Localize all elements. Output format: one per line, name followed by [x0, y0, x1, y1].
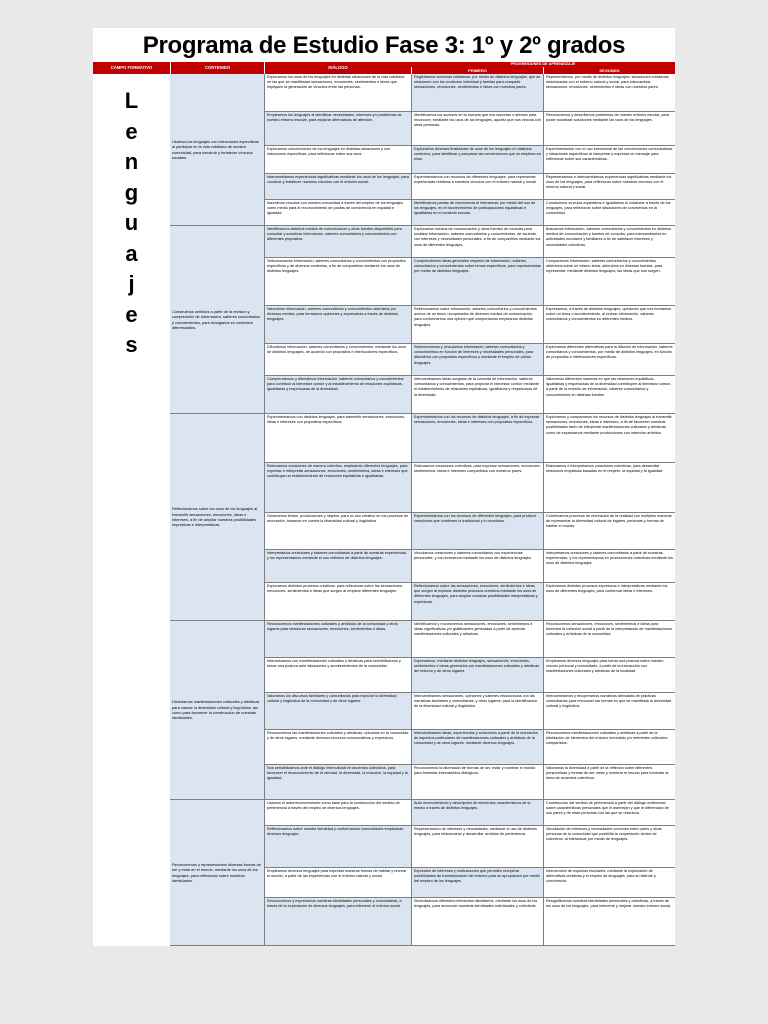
dialogo-text: Reconocemos y expresamos nuestras identidades personales y comunitarias, a través de la exploración de diversos lenguajes, para intervenir el entorno social. — [267, 899, 402, 909]
primero-cell — [411, 146, 543, 174]
segundo-cell — [543, 112, 675, 146]
primero-cell — [411, 868, 543, 898]
segundo-text: Valoramos diferentes maneras en que las relaciones equitativas, igualitarias y respetuosas de la diversidad contribuyen al bienestar común, a partir de la revisión de información, saberes comunitarios y conocimientos en distintas fuentes. — [546, 377, 672, 397]
primero-text: Elaboramos creaciones colectivas, para expresar sensaciones, emociones, sentimientos, ideas e intereses compartidos con nuestros pares. — [414, 464, 541, 474]
segundo-text: Construcción del sentido de pertenencia a partir del diálogo multimodal sobre características personales que le asemejan y que le diferencian de sus pares y de otras personas con las que se relaciona. — [546, 801, 669, 816]
primero-text: Identificamos y reconocemos sensaciones, emociones, sentimientos e ideas significativas y/o gratificantes generadas a partir de apreciar manifestaciones culturales y artísticas. — [414, 622, 533, 637]
primero-text: Intercambiamos sensaciones, opiniones y saberes relacionados con las narrativas familiares y comunitarias, y otros lugares, para la identificación de la diversidad cultural y lingüística. — [414, 694, 538, 709]
contenido-text: Disfrutamos manifestaciones culturales y artísticas para valorar la diversidad cultural y lingüística, así como para favorecer la construcción de nuestras identidades. — [172, 699, 260, 721]
segundo-cell — [543, 146, 675, 174]
contenido-text: Reconocemos y representamos diversas formas de ser y estar en el mundo, mediante los usos de los lenguajes, para reflexionar sobre nuestras identidades. — [172, 861, 261, 883]
segundo-cell — [543, 800, 675, 826]
segundo-cell — [543, 868, 675, 898]
primero-cell — [411, 658, 543, 693]
dialogo-text: Seleccionamos información, saberes comunitarios y conocimientos con propósitos específicos y de diversos contextos, a fin de compartirlos mediante los usos de distintos lenguajes. — [267, 259, 406, 274]
dialogo-text: Empleamos los lenguajes al identificar necesidades, intereses y/o problemas de nuestro entorno escolar, para explorar alternativas de atención. — [267, 113, 402, 123]
segundo-text: Resignificamos nuestras identidades personales y colectivas, a través de los usos de los lenguajes, para intervenir y mejorar nuestro entorno social. — [546, 899, 672, 909]
primero-cell — [411, 112, 543, 146]
dialogo-cell — [264, 376, 411, 414]
dialogo-text: Interpretamos creaciones y saberes comunitarios a partir de nuestras experiencias, y los representamos mediante el uso reflexivo de distintos lenguajes. — [267, 551, 408, 561]
primero-text: Simbolizamos diferentes elementos identitarios, mediante los usos de los lenguajes, para reconocer nuestras identidades individuales y colectivas. — [414, 899, 538, 909]
dialogo-cell — [264, 730, 411, 765]
dialogo-cell — [264, 463, 411, 513]
dialogo-text: Reconocemos las manifestaciones culturales y artísticas, ubicadas en la comunidad y de otros lugares, mediante diversos recursos comunicativos y expresivos. — [267, 731, 409, 741]
primero-text: Experimentamos con recursos de diferentes lenguajes, para representar experiencias relativas a nuestros vínculos con el entorno natural y social. — [414, 175, 537, 185]
dialogo-text: Exploramos distintos procesos creativos, para reflexionar sobre las sensaciones, emociones, sentimientos e ideas que surgen al emplear diferentes lenguajes. — [267, 584, 403, 594]
segundo-text: Interpretamos creaciones y saberes comunitarios a partir de nuestras experiencias, y los representamos en producciones colectivas mediante los usos de distintos lenguajes. — [546, 551, 673, 566]
dialogo-cell — [264, 765, 411, 800]
dialogo-cell — [264, 306, 411, 344]
dialogo-text: Reconocemos manifestaciones culturales y artísticas de la comunidad y otros lugares para relacionar sensaciones, emociones, sentimientos e ideas. — [267, 622, 398, 632]
dialogo-text: Valoramos los discursos familiares y comunitarios para explorar la diversidad cultural y lingüística de la comunidad y de otros lugares. — [267, 694, 397, 704]
primero-cell — [411, 376, 543, 414]
segundo-cell — [543, 898, 675, 946]
primero-text: Exploramos medios de comunicación y otras fuentes de consulta para localizar información, saberes comunitarios y conocimientos, de acuerdo con intereses y necesidades personales, a fin de compartirlos mediante los usos de diferentes lenguajes. — [414, 227, 541, 247]
segundo-text: Comparamos información, saberes comunitarios y conocimientos obtenidos sobre un mismo tema, obtenidos en diversas fuentes, para representar, mediante distintos lenguajes, las ideas que nos surgen. — [546, 259, 663, 274]
primero-cell — [411, 826, 543, 868]
dialogo-text: Difundimos información, saberes comunitarios y conocimientos, mediante los usos de distintos lenguajes, de acuerdo con propósitos e interlocutores específicos. — [267, 345, 406, 355]
dialogo-cell — [264, 74, 411, 112]
segundo-text: Experimentación con el uso intencional de las convenciones comunicativas y situaciones específicas al interpretar y expresar un mensaje para reflexionar sobre sus características. — [546, 147, 673, 162]
campo-letter: g — [124, 179, 139, 205]
primero-text: Reflexionamos sobre las sensaciones, emociones, sentimientos e ideas que surgen al explorar distintos procesos creativos mediante los usos de diferentes lenguajes, para ampliar nuestras posibilidades interpretativas y expresivas. — [414, 584, 538, 604]
segundo-cell — [543, 583, 675, 621]
dialogo-text: Comprendemos y difundimos información, saberes comunitarios y conocimientos para contribuir al bienestar común y al establecimiento de relaciones equitativas, igualitarias y respetuosas de la diversidad. — [267, 377, 404, 392]
segundo-cell — [543, 306, 675, 344]
primero-text: Intercambiamos ideas surgidas de la consulta de información, saberes comunitarios y conocimientos, para propiciar el bienestar común mediante el establecimiento de relaciones equitativas, igualitarias y respetuosas de la diversidad. — [414, 377, 539, 397]
segundo-cell — [543, 550, 675, 583]
primero-text: Reflexionamos sobre información, saberes comunitarios y conocimientos acerca de un tema, recuperados de diversos medios de comunicación, para conformarnos una opinión que comportamos empleando distintos lenguajes. — [414, 307, 537, 327]
primero-cell — [411, 344, 543, 376]
primero-text: Vinculamos creaciones y saberes comunitarios con experiencias personales, y los recreamos mediante los usos de distintos lenguajes. — [414, 551, 532, 561]
dialogo-cell — [264, 146, 411, 174]
dialogo-text: Asumimos vínculos con nuestra comunidad a través del empleo de los lenguajes como medio para el reconocimiento de pautas de convivencia en equidad e igualdad. — [267, 201, 403, 216]
dialogo-text: Identificamos distintos medios de comunicación y otras fuentes disponibles para consultar y socializar información, saberes comunitarios y conocimientos con diferentes propósitos. — [267, 227, 402, 242]
dialogo-cell — [264, 344, 411, 376]
segundo-text: Exploramos diferentes alternativas para la difusión de información, saberes comunitarios y conocimientos, por medio de distintos lenguajes, en función de propósitos e interlocutores específicos. — [546, 345, 673, 360]
contenido-cell — [170, 621, 264, 800]
header-progresiones: PROGRESIONES DE APRENDIZAJE — [411, 62, 675, 67]
primero-text: Identificamos los sucesos en la escuela que nos importan o afectan para reconocer, mediante los usos de los lenguajes, aquello que nos vincula con otras personas. — [414, 113, 541, 128]
dialogo-text: Valoramos información, saberes comunitarios y conocimientos obtenidos por diversos medios, para formarnos opiniones y expresarlas a través de distintos lenguajes. — [267, 307, 399, 322]
primero-cell — [411, 730, 543, 765]
segundo-cell — [543, 693, 675, 730]
segundo-cell — [543, 74, 675, 112]
segundo-text: Reconocemos sensaciones, emociones, sentimientos e ideas para fomentar la cohesión social a partir de la interpretación de manifestaciones culturales y artísticas de la comunidad. — [546, 622, 672, 637]
segundo-cell — [543, 513, 675, 550]
page-title: Programa de Estudio Fase 3: 1º y 2º grados — [142, 32, 626, 59]
contenido-cell — [170, 74, 264, 226]
primero-text: Experimentamos con los recursos de distintos lenguajes, a fin de expresar sensaciones, emociones, ideas e intereses con propósitos específicos. — [414, 415, 540, 425]
segundo-cell — [543, 414, 675, 463]
primero-cell — [411, 226, 543, 258]
dialogo-cell — [264, 414, 411, 463]
segundo-text: Representamos e intercambiamos experiencias significativas mediante los usos de los lenguajes, para reflexionar sobre nuestros vínculos con el entorno natural y social. — [546, 175, 672, 190]
segundo-text: Intervención de espacios escolares, mediante la exploración de alternativas creativas y el empleo de lenguajes, para su disfrute y convivencia. — [546, 869, 656, 884]
campo-letter: a — [125, 240, 138, 266]
segundo-cell — [543, 730, 675, 765]
contenido-text: Reflexionamos sobre los usos de los lenguajes al transmitir sensaciones, emociones, ideas e intereses, a fin de ampliar nuestras posibilidades expresivas e interpretativas. — [172, 506, 258, 528]
contenido-cell — [170, 800, 264, 946]
dialogo-cell — [264, 658, 411, 693]
segundo-text: Vinculación de intereses y necesidades comunes entre pares y otras personas de la comunidad que posibilita la cooperación dentro de colectivos, al interactuar por medio de lenguajes. — [546, 827, 662, 842]
contenido-text: Construimos sentidos a partir de la revisión y comprensión de información, saberes comunitarios y conocimientos, para divulgarlos en contextos diferenciados. — [172, 308, 261, 330]
segundo-cell — [543, 200, 675, 226]
primero-cell — [411, 74, 543, 112]
segundo-text: Intercambiamos y recuperamos narrativas derivadas de prácticas comunitarias para reconocer las formas en que se manifiesta la diversidad cultural y lingüística. — [546, 694, 672, 709]
primero-text: Reconocemos la diversidad de formas de ser, estar y nombrar el mundo para fomentar intercambios dialógicos. — [414, 766, 536, 776]
dialogo-text: Intercambiamos experiencias significativas mediante los usos de los lenguajes, para construir y fortalecer nuestros vínculos con el entorno social. — [267, 175, 409, 185]
campo-formativo-column — [93, 74, 171, 946]
primero-text: Comprendemos ideas generales respecto de información, saberes comunitarios y conocimientos sobre temas específicos, para representarlas por medio de distintos lenguajes. — [414, 259, 541, 274]
dialogo-text: Elaboramos creaciones de manera colectiva, empleando diferentes lenguajes, para expresar e interpretar sensaciones, emociones, sentimientos, ideas e intereses que contribuyan al establecimiento de relaciones equitativas e igualitarias. — [267, 464, 408, 479]
header-segundo: SEGUNDO — [543, 67, 675, 74]
dialogo-cell — [264, 800, 411, 826]
dialogo-cell — [264, 112, 411, 146]
header-dialogo: DIÁLOGO — [264, 62, 411, 74]
primero-text: Expresión de intereses y motivaciones que permiten recuperar posibilidades de transformación del entorno para su apropiación por medio del empleo de los lenguajes. — [414, 869, 540, 884]
dialogo-cell — [264, 826, 411, 868]
contenido-cell — [170, 414, 264, 621]
primero-cell — [411, 800, 543, 826]
header-campo: CAMPO FORMATIVO — [93, 62, 170, 74]
dialogo-cell — [264, 258, 411, 306]
primero-text: Seleccionamos y vinculamos información, saberes comunitarios y conocimientos en función de intereses y necesidades personales, para difundirlos con propósitos específicos y mediante el empleo de varios lenguajes. — [414, 345, 534, 365]
dialogo-cell — [264, 898, 411, 946]
segundo-cell — [543, 621, 675, 658]
segundo-cell — [543, 376, 675, 414]
dialogo-text: Generamos textos, producciones y objetos, para su uso creativo en los procesos de recreación, tomando en cuenta la diversidad cultural y lingüística. — [267, 514, 409, 524]
primero-cell — [411, 306, 543, 344]
primero-cell — [411, 258, 543, 306]
dialogo-text: Empleamos diversos lenguajes para expresar nuestras formas de habitar y recrear el mundo, a partir de las experiencias con el entorno natural y social. — [267, 869, 407, 879]
primero-text: Experimentamos con los recursos de diferentes lenguajes, para producir creaciones que combinen lo tradicional y lo novedoso. — [414, 514, 536, 524]
primero-cell — [411, 765, 543, 800]
segundo-cell — [543, 226, 675, 258]
dialogo-text: Nos sensibilizamos ante el diálogo intercultural en acuerdos colectivos, para favorecer el reconocimiento de la otredad, la diversidad, la inclusión, la equidad y la igualdad. — [267, 766, 408, 781]
primero-text: Exploramos diversas finalidades de usos de los lenguajes en distintos contextos, para identificar y comparar las convenciones que se emplean en ellos. — [414, 147, 541, 162]
segundo-cell — [543, 658, 675, 693]
segundo-text: Construimos vínculos equitativos e igualitarios al colaborar a través de los lenguajes, para reflexionar sobre situaciones de convivencia en la comunidad. — [546, 201, 671, 216]
primero-cell — [411, 513, 543, 550]
segundo-text: Exploramos y comparamos los recursos de distintos lenguajes al transmitir sensaciones, emociones, ideas e intereses, a fin de favorecer nuestras posibilidades tanto de interpretar manifestaciones culturales y artísticas como de expresarnos mediante producciones con intención artística. — [546, 415, 672, 435]
primero-cell — [411, 693, 543, 730]
primero-cell — [411, 550, 543, 583]
document-page — [93, 28, 675, 946]
primero-text: Intercambiamos ideas, experiencias y creaciones a partir de la recreación de aspectos particulares de manifestaciones culturales y artísticas de la comunidad y de otros lugares, mediante diversos lenguajes. — [414, 731, 538, 746]
campo-letter: s — [125, 332, 138, 357]
dialogo-cell — [264, 868, 411, 898]
segundo-text: Reconocemos y describimos problemas de nuestro entorno escolar, para poder socializar soluciones mediante los usos de los lenguajes. — [546, 113, 670, 123]
segundo-text: Representamos, por medio de distintos lenguajes, situaciones cotidianas relacionadas con el entorno natural y social, para intercambiar sensaciones, emociones, sentimientos e ideas con nuestros pares. — [546, 75, 669, 90]
primero-cell — [411, 200, 543, 226]
campo-letter: e — [125, 118, 138, 144]
contenido-cell — [170, 226, 264, 414]
dialogo-cell — [264, 693, 411, 730]
dialogo-text: Interactuamos con manifestaciones culturales y artísticas para sensibilizarnos y tomar una postura ante situaciones y acontecimientos de la comunidad. — [267, 659, 401, 669]
dialogo-text: Exploramos convenciones de los lenguajes en distintas situaciones y con intenciones específicas, para reflexionar sobre sus usos. — [267, 147, 391, 157]
primero-text: Identificamos pautas de convivencia al interactuar, por medio del uso de los lenguajes, en el favorecimiento de participaciones equitativas e igualitarias en el contexto escolar. — [414, 201, 536, 216]
primero-cell — [411, 463, 543, 513]
segundo-cell — [543, 258, 675, 306]
primero-cell — [411, 414, 543, 463]
primero-cell — [411, 583, 543, 621]
segundo-cell — [543, 463, 675, 513]
segundo-text: Buscamos información, saberes comunitarios y conocimientos en distintos medios de comunicación y fuentes de consulta, para intercambiarlos en actividades escolares y familiares a fin de satisfacer intereses y necesidades colectivas. — [546, 227, 672, 247]
segundo-text: Combinamos procesos de recreación de la realidad con múltiples maneras de representar la diversidad cultural de lugares, personas y formas de habitar el mundo. — [546, 514, 672, 529]
primero-text: Expresamos, mediante distintos lenguajes, sensaciones, emociones, sentimientos e ideas generados por manifestaciones culturales y artísticas del entorno y de otros lugares. — [414, 659, 540, 674]
dialogo-text: Exploramos los usos de los lenguajes en distintas situaciones de la vida cotidiana en las que se manifiestan sensaciones, emociones, sentimientos e ideas que impliquen la generación de vínculos entre las personas. — [267, 75, 405, 90]
table-header — [93, 62, 675, 74]
segundo-text: Valoramos la diversidad a partir de la reflexión sobre diferentes perspectivas y formas de ser, estar y nombrar el mundo para fomentar la toma de acuerdos colectivos. — [546, 766, 669, 781]
campo-letter: L — [124, 88, 139, 113]
header-contenido: CONTENIDO — [170, 62, 264, 74]
segundo-text: Expresamos, a través de distintos lenguajes, opiniones que nos formamos sobre un tema o acontecimiento, al revisar información, saberes comunitarios y conocimientos en diferentes medios. — [546, 307, 672, 322]
primero-text: Registramos vivencias cotidianas, por medio de distintos lenguajes, que se relacionen con los contextos individual y familiar para compartir sensaciones, emociones, sentimientos e ideas con nuestros pares. — [414, 75, 541, 90]
dialogo-cell — [264, 583, 411, 621]
dialogo-cell — [264, 200, 411, 226]
campo-letter: e — [125, 301, 138, 327]
dialogo-cell — [264, 226, 411, 258]
campo-letter: u — [124, 210, 139, 235]
segundo-cell — [543, 174, 675, 200]
primero-text: Auto reconocimiento y descripción de elementos característicos de sí mismo a través de distintos lenguajes. — [414, 801, 531, 811]
primero-cell — [411, 174, 543, 200]
segundo-cell — [543, 344, 675, 376]
segundo-cell — [543, 826, 675, 868]
dialogo-cell — [264, 550, 411, 583]
dialogo-text: Usamos el autorreconocimiento como base para la construcción del sentido de pertenencia a través del empleo de diversos lenguajes. — [267, 801, 400, 811]
primero-cell — [411, 898, 543, 946]
dialogo-cell — [264, 174, 411, 200]
dialogo-text: Reflexionamos sobre nuestra identidad y conformamos comunidades empleando diversos lenguajes. — [267, 827, 404, 837]
segundo-cell — [543, 765, 675, 800]
dialogo-cell — [264, 621, 411, 658]
campo-letter: j — [128, 271, 135, 296]
dialogo-cell — [264, 513, 411, 550]
segundo-text: Reconocemos manifestaciones culturales y artísticas a partir de la hibridación de elementos del entorno inmediato y/o referentes culturales compartidos. — [546, 731, 668, 746]
campo-letter: n — [124, 149, 139, 174]
segundo-text: Empleamos diversos lenguajes para tomar una postura sobre nuestro vínculo personal y comunitario, a partir de la interacción con manifestaciones culturales y artísticas de la localidad. — [546, 659, 664, 674]
contenido-text: Usamos los lenguajes con intenciones específicas al participar en la vida cotidiana de nuestra comunidad, para construir y fortalecer vínculos sociales. — [172, 138, 259, 160]
header-primero: PRIMERO — [411, 67, 543, 74]
segundo-text: Exploramos distintos procesos expresivos e interpretativos mediante los usos de diferentes lenguajes, para conformar ideas e intereses. — [546, 584, 668, 594]
dialogo-text: Experimentamos con distintos lenguajes, para transmitir sensaciones, emociones, ideas e intereses con propósitos específicos. — [267, 415, 406, 425]
segundo-text: Elaboramos e interpretamos creaciones colectivas, para desarrollar relaciones empáticas basadas en el respeto, la equidad y la igualdad. — [546, 464, 664, 474]
primero-text: Representación de intereses y necesidades, mediante el uso de distintos lenguajes, para relacionarse y desarrollar sentidos de pertenencia. — [414, 827, 537, 837]
primero-cell — [411, 621, 543, 658]
